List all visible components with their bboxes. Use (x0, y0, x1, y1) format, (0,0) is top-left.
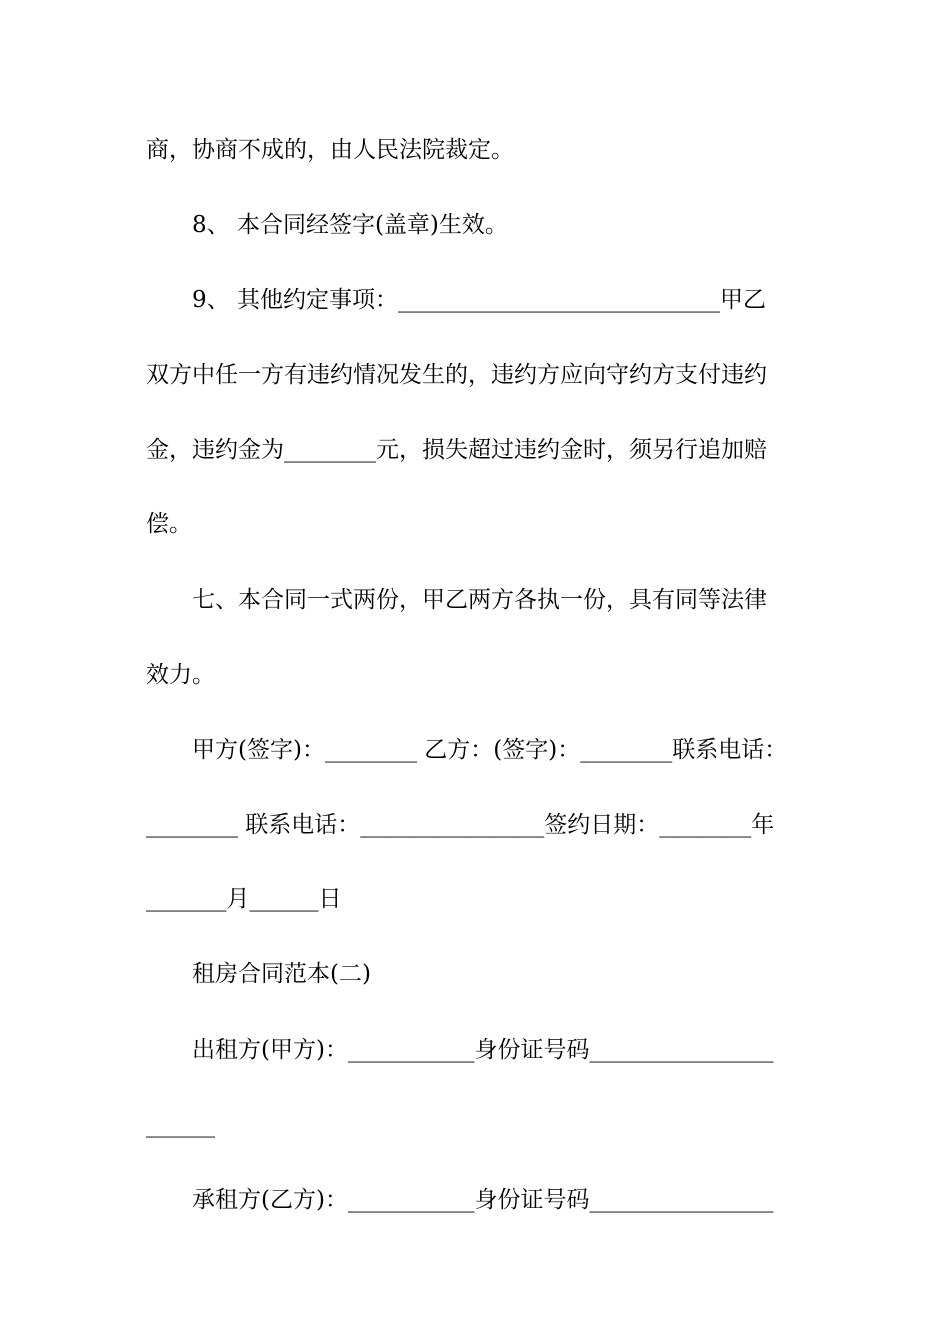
clause-7: 七、本合同一式两份，甲乙两方各执一份，具有同等法律 (192, 587, 767, 613)
date-line: _______月______日 (146, 886, 342, 912)
paragraph-line: 商，协商不成的，由人民法院裁定。 (146, 137, 514, 163)
paragraph-line: 效力。 (146, 662, 215, 688)
section-title: 租房合同范本(二) (192, 961, 371, 987)
paragraph-line: 双方中任一方有违约情况发生的，违约方应向守约方支付违约 (146, 362, 767, 388)
signature-line: 甲方(签字)：________ 乙方：(签字)：________联系电话： (192, 737, 788, 763)
clause-8: 8、 本合同经签字(盖章)生效。 (192, 212, 508, 238)
lessor-line: 出租方(甲方)：___________身份证号码________________ (192, 1037, 774, 1063)
paragraph-line: 金，违约金为________元，损失超过违约金时，须另行追加赔 (146, 437, 767, 463)
clause-9: 9、 其他约定事项：____________________________甲乙 (192, 287, 766, 313)
paragraph-line: 偿。 (146, 511, 192, 537)
contact-date-line: ________ 联系电话：________________签约日期：________年 (146, 812, 775, 838)
lessor-id-continuation: ______ (146, 1112, 215, 1138)
lessee-line: 承租方(乙方)：___________身份证号码________________ (192, 1187, 774, 1213)
